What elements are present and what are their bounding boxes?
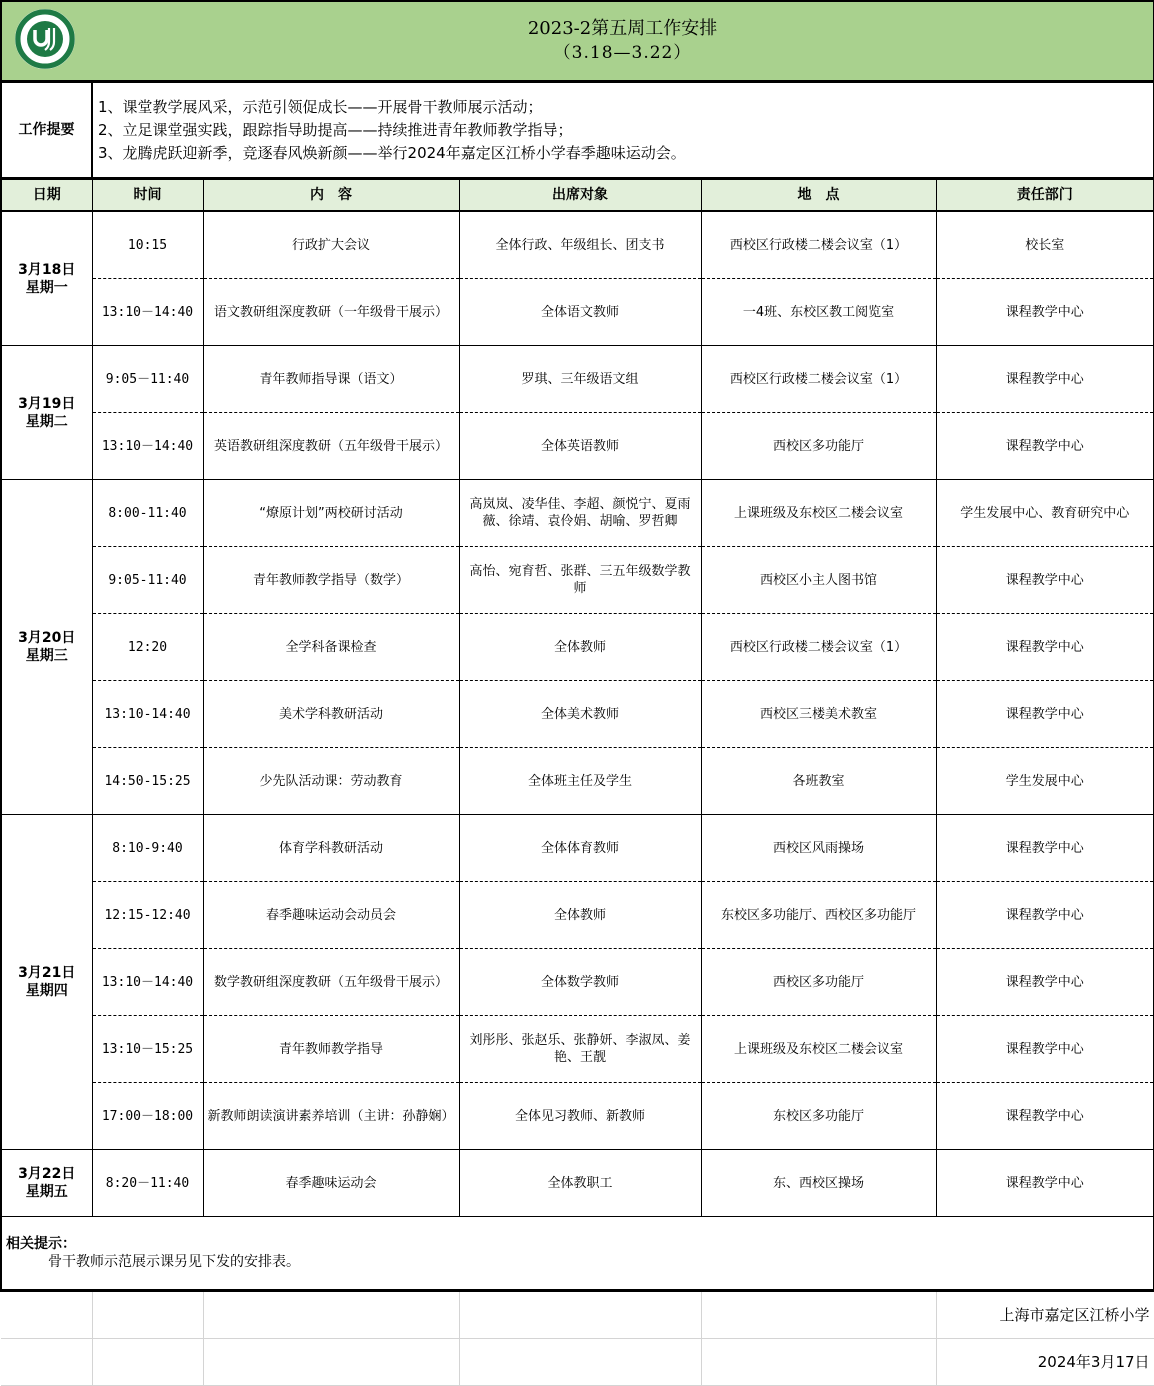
event-department: 课程教学中心 xyxy=(936,413,1154,480)
summary-row xyxy=(1,82,1154,179)
event-location: 一4班、东校区教工阅览室 xyxy=(701,279,936,346)
event-time: 12:20 xyxy=(92,614,203,681)
column-header-row xyxy=(1,179,1154,212)
footer-row-school xyxy=(1,1291,1154,1339)
event-department: 课程教学中心 xyxy=(936,1083,1154,1150)
event-content: 数学教研组深度教研（五年级骨干展示） xyxy=(203,949,459,1016)
notes-title: 相关提示： xyxy=(6,1236,76,1252)
event-content: 春季趣味运动会动员会 xyxy=(203,882,459,949)
event-location: 各班教室 xyxy=(701,748,936,815)
event-time: 14:50-15:25 xyxy=(92,748,203,815)
event-attendees: 全体见习教师、新教师 xyxy=(459,1083,701,1150)
event-content: 青年教师教学指导 xyxy=(203,1016,459,1083)
event-content: 青年教师教学指导（数学） xyxy=(203,547,459,614)
column-header-date: 日期 xyxy=(1,179,92,212)
event-department: 学生发展中心 xyxy=(936,748,1154,815)
table-row xyxy=(1,882,1154,949)
event-content: 体育学科教研活动 xyxy=(203,815,459,882)
school-emblem-icon xyxy=(14,8,76,70)
event-content: 青年教师指导课（语文） xyxy=(203,346,459,413)
event-attendees: 全体教师 xyxy=(459,614,701,681)
event-attendees: 全体语文教师 xyxy=(459,279,701,346)
date-cell xyxy=(1,480,92,815)
date-cell xyxy=(1,346,92,480)
event-content: “燎原计划”两校研讨活动 xyxy=(203,480,459,547)
event-time: 10:15 xyxy=(92,211,203,279)
empty-cell xyxy=(1,1291,92,1339)
date-cell xyxy=(1,1150,92,1217)
table-row xyxy=(1,614,1154,681)
table-row xyxy=(1,279,1154,346)
empty-cell xyxy=(701,1339,936,1386)
event-department: 课程教学中心 xyxy=(936,346,1154,413)
table-row xyxy=(1,480,1154,547)
event-location: 西校区三楼美术教室 xyxy=(701,681,936,748)
event-department: 学生发展中心、教育研究中心 xyxy=(936,480,1154,547)
column-header-content: 内 容 xyxy=(203,179,459,212)
event-content: 美术学科教研活动 xyxy=(203,681,459,748)
event-time: 9:05-11:40 xyxy=(92,547,203,614)
date-label: 3月18日 xyxy=(18,261,76,278)
table-row xyxy=(1,815,1154,882)
table-row xyxy=(1,681,1154,748)
empty-cell xyxy=(1,1339,92,1386)
empty-cell xyxy=(92,1339,203,1386)
date-label: 3月20日 xyxy=(18,630,76,646)
event-time: 8:00-11:40 xyxy=(92,480,203,547)
notes-cell xyxy=(1,1217,1154,1291)
title-band xyxy=(1,1,1154,82)
footer-row-date xyxy=(1,1339,1154,1386)
weekday-label: 星期三 xyxy=(25,648,68,664)
event-department: 课程教学中心 xyxy=(936,681,1154,748)
date-cell xyxy=(1,815,92,1150)
event-department: 课程教学中心 xyxy=(936,279,1154,346)
empty-cell xyxy=(459,1339,701,1386)
summary-label: 工作提要 xyxy=(1,82,92,179)
event-department: 课程教学中心 xyxy=(936,547,1154,614)
event-content: 少先队活动课：劳动教育 xyxy=(203,748,459,815)
summary-list xyxy=(92,82,1154,179)
title-cell xyxy=(92,1,1154,82)
empty-cell xyxy=(203,1339,459,1386)
event-attendees: 全体行政、年级组长、团支书 xyxy=(459,211,701,279)
event-location: 东校区多功能厅、西校区多功能厅 xyxy=(701,882,936,949)
event-content: 全学科备课检查 xyxy=(203,614,459,681)
summary-item: 3、龙腾虎跃迎新季，竞逐春风焕新颜——举行2024年嘉定区江桥小学春季趣味运动会。 xyxy=(98,143,686,162)
empty-cell xyxy=(203,1291,459,1339)
table-row xyxy=(1,949,1154,1016)
event-location: 西校区多功能厅 xyxy=(701,413,936,480)
empty-cell xyxy=(701,1291,936,1339)
empty-cell xyxy=(92,1291,203,1339)
event-attendees: 罗琪、三年级语文组 xyxy=(459,346,701,413)
event-department: 课程教学中心 xyxy=(936,815,1154,882)
event-time: 13:10－15:25 xyxy=(92,1016,203,1083)
event-department: 课程教学中心 xyxy=(936,614,1154,681)
event-department: 课程教学中心 xyxy=(936,1150,1154,1217)
event-time: 13:10－14:40 xyxy=(92,413,203,480)
event-department: 校长室 xyxy=(936,211,1154,279)
date-label: 3月22日 xyxy=(18,1166,76,1182)
school-name: 上海市嘉定区江桥小学 xyxy=(936,1291,1154,1339)
event-content: 春季趣味运动会 xyxy=(203,1150,459,1217)
weekday-label: 星期二 xyxy=(25,413,68,430)
event-time: 8:20－11:40 xyxy=(92,1150,203,1217)
column-header-attendees: 出席对象 xyxy=(459,179,701,212)
event-department: 课程教学中心 xyxy=(936,1016,1154,1083)
issue-date: 2024年3月17日 xyxy=(936,1339,1154,1386)
summary-item: 1、课堂教学展风采，示范引领促成长——开展骨干教师展示活动； xyxy=(98,97,543,116)
event-attendees: 全体数学教师 xyxy=(459,949,701,1016)
event-department: 课程教学中心 xyxy=(936,882,1154,949)
date-range: （3.18—3.22） xyxy=(553,43,692,63)
event-location: 西校区行政楼二楼会议室（1） xyxy=(701,346,936,413)
event-attendees: 高岚岚、凌华佳、李超、颜悦宁、夏雨薇、徐靖、袁伶娟、胡喻、罗哲卿 xyxy=(459,480,701,547)
column-header-time: 时间 xyxy=(92,179,203,212)
event-content: 英语教研组深度教研（五年级骨干展示） xyxy=(203,413,459,480)
table-row xyxy=(1,1016,1154,1083)
event-content: 行政扩大会议 xyxy=(203,211,459,279)
weekday-label: 星期五 xyxy=(25,1184,68,1200)
event-content: 新教师朗读演讲素养培训（主讲：孙静娴） xyxy=(203,1083,459,1150)
event-attendees: 全体体育教师 xyxy=(459,815,701,882)
event-time: 8:10-9:40 xyxy=(92,815,203,882)
summary-item: 2、立足课堂强实践，跟踪指导助提高——持续推进青年教师教学指导； xyxy=(98,120,573,139)
event-location: 上课班级及东校区二楼会议室 xyxy=(701,480,936,547)
event-attendees: 刘彤彤、张赵乐、张静妍、李淑凤、姜艳、王靓 xyxy=(459,1016,701,1083)
event-department: 课程教学中心 xyxy=(936,949,1154,1016)
event-location: 东、西校区操场 xyxy=(701,1150,936,1217)
logo-cell xyxy=(1,1,92,82)
notes-row xyxy=(1,1217,1154,1291)
notes-body: 骨干教师示范展示课另见下发的安排表。 xyxy=(48,1254,300,1270)
event-location: 东校区多功能厅 xyxy=(701,1083,936,1150)
event-location: 西校区小主人图书馆 xyxy=(701,547,936,614)
weekday-label: 星期一 xyxy=(25,279,68,296)
table-row xyxy=(1,748,1154,815)
table-row xyxy=(1,346,1154,413)
event-location: 西校区风雨操场 xyxy=(701,815,936,882)
date-label: 3月19日 xyxy=(18,395,76,412)
event-location: 西校区行政楼二楼会议室（1） xyxy=(701,211,936,279)
table-row xyxy=(1,1083,1154,1150)
event-time: 9:05－11:40 xyxy=(92,346,203,413)
event-content: 语文教研组深度教研（一年级骨干展示） xyxy=(203,279,459,346)
event-attendees: 全体教师 xyxy=(459,882,701,949)
event-location: 上课班级及东校区二楼会议室 xyxy=(701,1016,936,1083)
event-attendees: 全体美术教师 xyxy=(459,681,701,748)
event-time: 17:00－18:00 xyxy=(92,1083,203,1150)
column-header-location: 地 点 xyxy=(701,179,936,212)
event-time: 12:15-12:40 xyxy=(92,882,203,949)
table-row xyxy=(1,547,1154,614)
table-row xyxy=(1,1150,1154,1217)
page-title: 2023-2第五周工作安排 xyxy=(527,18,718,39)
event-attendees: 高怡、宛育哲、张群、三五年级数学教师 xyxy=(459,547,701,614)
event-attendees: 全体英语教师 xyxy=(459,413,701,480)
event-time: 13:10-14:40 xyxy=(92,681,203,748)
table-row xyxy=(1,211,1154,279)
table-row xyxy=(1,413,1154,480)
schedule-body xyxy=(1,211,1154,1217)
weekday-label: 星期四 xyxy=(25,983,68,999)
column-header-department: 责任部门 xyxy=(936,179,1154,212)
event-attendees: 全体班主任及学生 xyxy=(459,748,701,815)
event-location: 西校区多功能厅 xyxy=(701,949,936,1016)
event-attendees: 全体教职工 xyxy=(459,1150,701,1217)
event-location: 西校区行政楼二楼会议室（1） xyxy=(701,614,936,681)
empty-cell xyxy=(459,1291,701,1339)
event-time: 13:10－14:40 xyxy=(92,279,203,346)
date-cell xyxy=(1,211,92,346)
date-label: 3月21日 xyxy=(18,965,76,981)
event-time: 13:10－14:40 xyxy=(92,949,203,1016)
